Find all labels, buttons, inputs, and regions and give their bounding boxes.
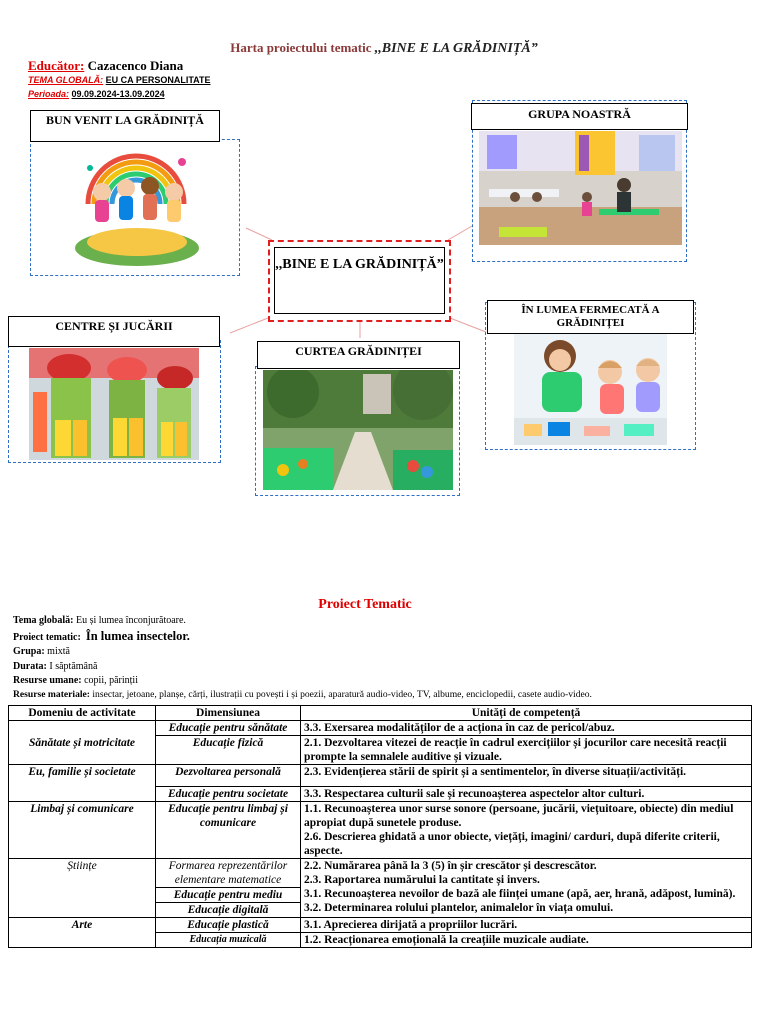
connector-enchanted [450, 318, 486, 332]
info-theme-value: În lumea insectelor. [85, 629, 190, 643]
info-human-label: Resurse umane: [13, 675, 82, 686]
table-row [9, 802, 752, 859]
info-group-label: Grupa: [13, 646, 45, 657]
competence-item: 2.3. Raportarea numărului la cantitate și invers. [304, 874, 540, 886]
info-human-value: copii, părinții [84, 675, 138, 686]
map-title-quote: ,,BINE E LA GRĂDINIȚĂ” [374, 41, 538, 56]
domain-cell [9, 802, 156, 859]
educator-label: Educător: [28, 58, 85, 73]
dimension-cell: Educație fizică [156, 736, 301, 765]
connector-welcome [246, 228, 272, 240]
domain-cell: Sănătate și motricitate [9, 721, 156, 765]
dimension-cell: Educație pentru mediu [156, 888, 301, 903]
enchanted-header: ÎN LUMEA FERMECATĂ A GRĂDINIȚEI [487, 300, 694, 334]
period-value: 09.09.2024-13.09.2024 [71, 89, 165, 99]
table-row [9, 721, 752, 736]
global-theme-label: TEMA GLOBALĂ: [28, 75, 104, 85]
children-painting-photo [514, 334, 667, 445]
competence-cell [301, 802, 752, 859]
dimension-cell: Educație digitală [156, 903, 301, 918]
competence-cell: 3.3. Respectarea culturii sale și recunoașterea aspectelor altor culturi. [301, 787, 752, 802]
table-row [9, 918, 752, 933]
kindergarten-yard-photo [263, 370, 453, 490]
domain-label: Limbaj și comunicare [30, 803, 134, 815]
info-duration-label: Durata: [13, 661, 47, 672]
dimension-cell [156, 802, 301, 859]
info-global-theme [13, 615, 186, 626]
dimension-cell: Dezvoltarea personală [156, 765, 301, 787]
dimension-cell: Educație plastică [156, 918, 301, 933]
toy-shelves-photo [29, 348, 199, 460]
map-title-prefix: Harta proiectului tematic [230, 40, 372, 55]
info-group [13, 646, 70, 657]
dimension-label: Educație pentru limbaj și comunicare [168, 803, 288, 829]
connector-group [448, 226, 472, 240]
dimension-cell: Educație pentru societate [156, 787, 301, 802]
info-theme [13, 629, 190, 644]
global-theme-value: EU CA PERSONALITATE [105, 75, 211, 85]
group-header: GRUPA NOASTRĂ [471, 103, 688, 130]
dimension-cell: Educația muzicală [156, 933, 301, 948]
info-duration-value: I săptămână [49, 661, 98, 672]
info-global-theme-label: Tema globală: [13, 615, 74, 626]
competence-item: 2.6. Descrierea ghidată a unor obiecte, viețăți, imagini/ carduri, după diferite criterii, aspecte. [304, 831, 720, 857]
classroom-photo [479, 131, 682, 245]
table-header-row [9, 706, 752, 721]
domain-cell: Științe [9, 859, 156, 918]
info-global-theme-value: Eu și lumea înconjurătoare. [75, 615, 186, 626]
dimension-cell: Formarea reprezentărilor elementare matematice [156, 859, 301, 888]
competence-table [8, 705, 752, 948]
competence-cell: 3.1. Aprecierea dirijată a propriilor lucrări. [301, 918, 752, 933]
header-dimension: Dimensiunea [156, 706, 301, 721]
period-label: Perioada: [28, 89, 70, 99]
header-competence: Unități de competență [301, 706, 752, 721]
table-row [9, 859, 752, 888]
yard-header: CURTEA GRĂDINIȚEI [257, 341, 460, 369]
info-material-label: Resurse materiale: [13, 689, 90, 700]
info-group-value: mixtă [47, 646, 70, 657]
competence-cell [301, 859, 752, 918]
centers-header: CENTRE ȘI JUCĂRII [8, 316, 220, 347]
domain-cell: Arte [9, 918, 156, 948]
info-material [13, 689, 592, 700]
competence-item: 2.2. Numărarea până la 3 (5) în șir crescător și descrescător. [304, 860, 597, 872]
competence-cell: 1.2. Reacționarea emoțională la creațiile muzicale audiate. [301, 933, 752, 948]
info-theme-label: Proiect tematic: [13, 632, 81, 643]
dimension-cell: Educație pentru sănătate [156, 721, 301, 736]
info-material-value: insectar, jetoane, planșe, cărți, ilustrații cu povești i și poezii, aparatură audio-video, TV, albume, enciclopedii, casete audio-video. [92, 689, 592, 700]
info-duration [13, 661, 97, 672]
competence-item: 1.1. Recunoașterea unor surse sonore (persoane, jucării, viețuitoare, obiecte) din mediul apropiat după sunetele produse. [304, 803, 734, 829]
competence-cell: 2.3. Evidențierea stării de spirit și a sentimentelor, în diverse situații/activități. [301, 765, 752, 787]
header-domain: Domeniu de activitate [9, 706, 156, 721]
children-rainbow-illustration [70, 144, 204, 268]
competence-item: 3.1. Recunoașterea nevoilor de bază ale ființei umane (apă, aer, hrană, adăpost, lumină). 3.2. Determinarea rolului plantelor, animalelor în viața omului. [304, 888, 736, 914]
educator-name: Cazacenco Diana [87, 58, 184, 73]
welcome-header: BUN VENIT LA GRĂDINIȚĂ [30, 110, 220, 142]
info-human [13, 675, 138, 686]
competence-cell: 3.3. Exersarea modalităților de a acționa în caz de pericol/abuz. [301, 721, 752, 736]
project-title: Proiect Tematic [318, 597, 412, 612]
connector-centers [230, 318, 268, 333]
competence-cell: 2.1. Dezvoltarea vitezei de reacție în cadrul exercițiilor și jocurilor care necesită reacții prompte la semnalele auditive și vizuale. [301, 736, 752, 765]
table-row [9, 765, 752, 787]
domain-cell: Eu, familie și societate [9, 765, 156, 802]
center-title: ,,BINE E LA GRĂDINIȚĂ” [274, 247, 445, 314]
